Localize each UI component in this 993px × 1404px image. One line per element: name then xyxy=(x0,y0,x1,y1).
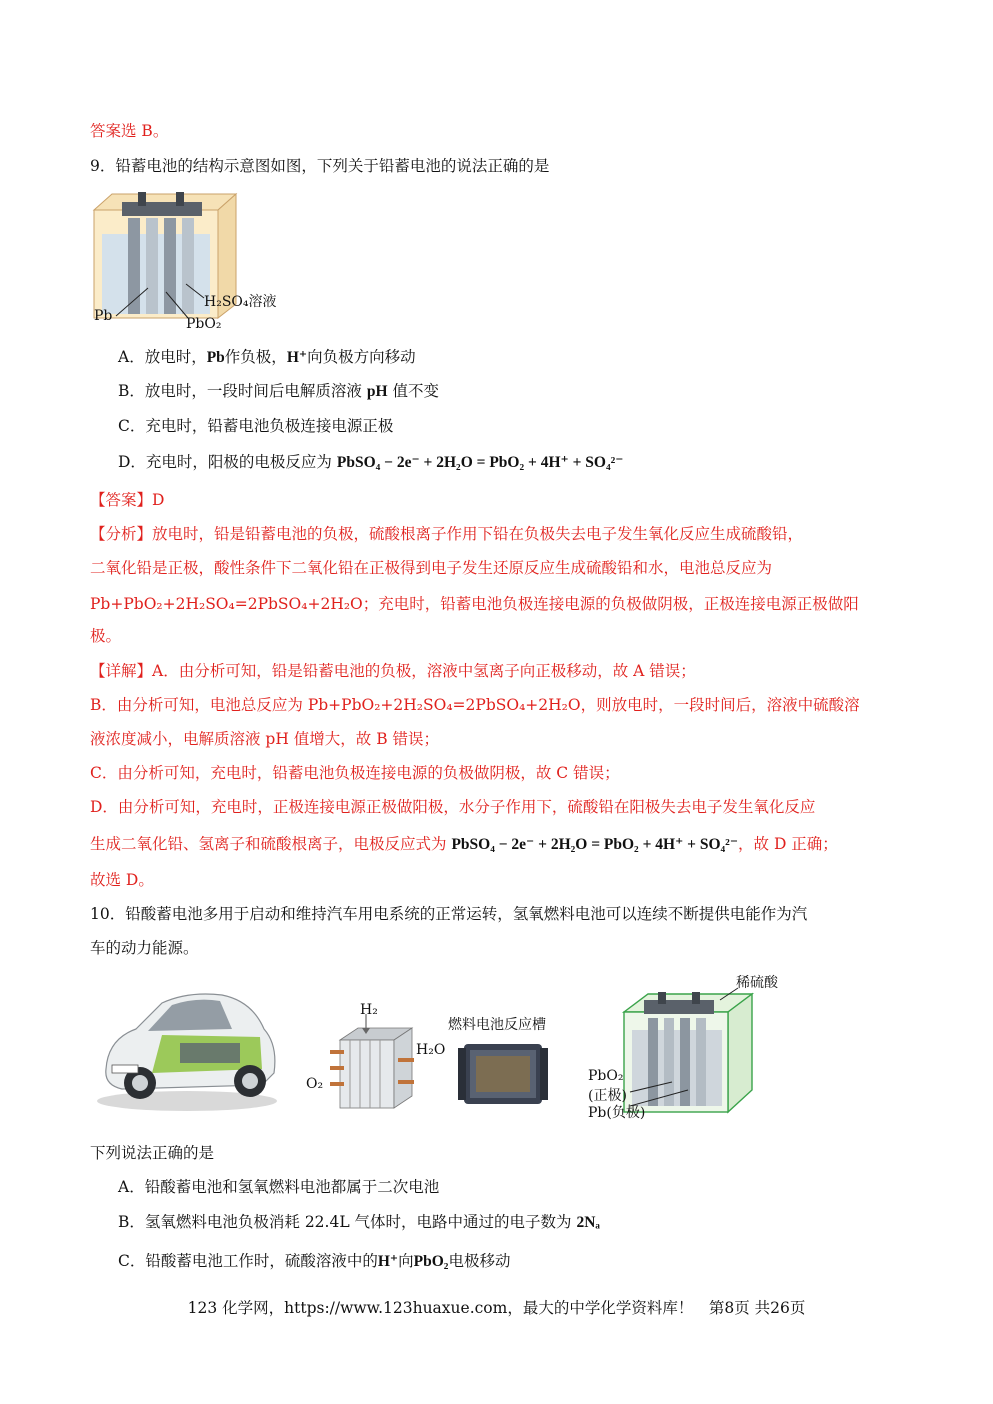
q9-analysis-line: Pb+PbO₂+2H₂SO₄=2PbSO₄+2H₂O；充电时，铅蓄电池负极连接电源的负极做阴极，正极连接电源正极做阳 xyxy=(90,595,859,613)
q9-option-c: C．充电时，铅蓄电池负极连接电源正极 xyxy=(118,417,394,435)
electric-car-image xyxy=(92,985,282,1113)
q10-stem-line: 10．铅酸蓄电池多用于启动和维持汽车用电系统的正常运转，氢氧燃料电池可以连续不断提供电能作为汽 xyxy=(90,905,808,923)
q9-option-a: A．放电时，Pb作负极，H⁺向负极方向移动 xyxy=(118,348,416,366)
q9-detail-line: 液浓度减小，电解质溶液 pH 值增大，故 B 错误； xyxy=(90,730,440,748)
page-footer: 123 化学网，https://www.123huaxue.com，最大的中学化学资料库！ 第8页 共26页 xyxy=(187,1299,806,1317)
q9-analysis-line: 二氧化铅是正极，酸性条件下二氧化铅在正极得到电子发生还原反应生成硫酸铅和水，电池总反应为 xyxy=(90,559,773,577)
h2o-label: H₂O xyxy=(416,1042,446,1058)
o2-label: O₂ xyxy=(306,1076,324,1092)
q9-analysis-line: 【分析】放电时，铅是铅蓄电池的负极，硫酸根离子作用下铅在负极失去电子发生氧化反应生成硫酸铅， xyxy=(90,525,804,543)
lead-acid-battery-figure xyxy=(588,972,788,1124)
q9-detail-line: 故选 D。 xyxy=(90,871,154,889)
q9-answer: 【答案】D xyxy=(90,491,165,509)
q10-stem-line: 车的动力能源。 xyxy=(90,939,199,957)
q9-option-b: B．放电时，一段时间后电解质溶液 pH 值不变 xyxy=(118,382,439,400)
lead-battery-diagram xyxy=(88,188,288,336)
h2-label: H₂ xyxy=(360,1002,378,1018)
q9-analysis-line: 极。 xyxy=(90,627,122,645)
pb-negative-label: Pb(负极) xyxy=(588,1105,646,1121)
positive-electrode-label: (正极) xyxy=(588,1088,627,1104)
pb-label: Pb xyxy=(94,308,113,324)
fuel-cell-figure xyxy=(300,1002,560,1120)
q9-detail-line: C．由分析可知，充电时，铅蓄电池负极连接电源的负极做阴极，故 C 错误； xyxy=(90,764,620,782)
dilute-acid-label: 稀硫酸 xyxy=(736,975,778,991)
lead-battery-figure xyxy=(88,188,288,336)
q10-option-b: B．氢氧燃料电池负极消耗 22.4L 气体时，电路中通过的电子数为 2Nₐ xyxy=(118,1213,600,1231)
q10-option-a: A．铅酸蓄电池和氢氧燃料电池都属于二次电池 xyxy=(118,1178,440,1196)
q9-option-d: D．充电时，阳极的电极反应为 PbSO₄ − 2e⁻ + 2H₂O = PbO₂ + 4H⁺ + SO₄²⁻ xyxy=(118,453,624,471)
q10-question: 下列说法正确的是 xyxy=(90,1144,215,1162)
pbo2-positive-label: PbO₂ xyxy=(588,1068,624,1084)
q9-stem: 9．铅蓄电池的结构示意图如图，下列关于铅蓄电池的说法正确的是 xyxy=(90,157,550,175)
pbo2-label: PbO₂ xyxy=(186,316,222,332)
previous-answer: 答案选 B。 xyxy=(90,122,169,140)
q9-anode-equation: PbSO₄ − 2e⁻ + 2H₂O = PbO₂ + 4H⁺ + SO₄²⁻ xyxy=(451,836,739,853)
q9-detail-line: 【详解】A．由分析可知，铅是铅蓄电池的负极，溶液中氢离子向正极移动，故 A 错误； xyxy=(90,662,696,680)
q10-option-c: C．铅酸蓄电池工作时，硫酸溶液中的H⁺向PbO₂电极移动 xyxy=(118,1252,511,1270)
q9-detail-line: 生成二氧化铅、氢离子和硫酸根离子，电极反应式为 PbSO₄ − 2e⁻ + 2H₂O = PbO₂ + 4H⁺ + SO₄²⁻，故 D 正确； xyxy=(90,835,838,853)
h2so4-label: H₂SO₄溶液 xyxy=(204,294,277,310)
car-figure xyxy=(92,985,282,1113)
fuel-cell-tank-label: 燃料电池反应槽 xyxy=(448,1017,546,1033)
q9-detail-line: B．由分析可知，电池总反应为 Pb+PbO₂+2H₂SO₄=2PbSO₄+2H₂O，则放电时，一段时间后，溶液中硫酸溶 xyxy=(90,696,860,714)
q9-detail-line: D．由分析可知，充电时，正极连接电源正极做阳极，水分子作用下，硫酸铅在阳极失去电子发生氧化反应 xyxy=(90,798,816,816)
